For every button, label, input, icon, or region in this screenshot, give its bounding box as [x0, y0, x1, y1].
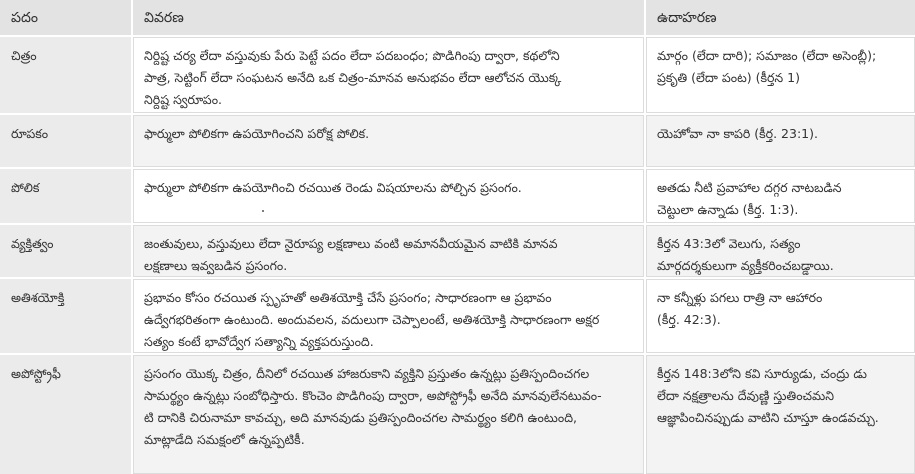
- term-cell: పోలిక: [0, 169, 131, 223]
- description-cell: [133, 115, 644, 167]
- example-line: నా కన్నీళ్లు పగలు రాత్రి నా ఆహారం: [657, 290, 823, 305]
- description-cell: [133, 225, 644, 277]
- example-cell: [646, 115, 915, 167]
- description-line: టి దానికి చిరునామా కావచ్చు, అది మానవుడు ప్రతిస్పందించగల సామర్థ్యం కలిగి ఉంటుంది,: [144, 410, 578, 425]
- example-line: లేదా నక్షత్రాలను దేవుణ్ణి స్తుతించమని: [657, 388, 835, 403]
- description-line: ఫార్ములా పోలికగా ఉపయోగించని పరోక్ష పోలిక.: [144, 126, 370, 141]
- example-line: ఆజ్ఞాపించినప్పుడు వాటిని చూస్తూ ఉండవచ్చు.: [657, 410, 879, 425]
- example-line: చెట్టులా ఉన్నాడు (కీర్త. 1:3).: [657, 202, 799, 217]
- description-cell: [133, 37, 644, 113]
- description-cell: [133, 279, 644, 353]
- term-cell: అతిశయోక్తి: [0, 279, 131, 353]
- example-line: ప్రకృతి (లేదా పంట) (కీర్తన 1): [657, 70, 800, 85]
- example-cell: [646, 169, 915, 223]
- example-line: కీర్తన 43:3లో వెలుగు, సత్యం: [657, 236, 801, 251]
- header-example: ఉదాహరణ: [646, 0, 915, 35]
- example-cell: [646, 279, 915, 353]
- header-description: వివరణ: [133, 0, 644, 35]
- term-cell: వ్యక్తిత్వం: [0, 225, 131, 277]
- description-line: ప్రభావం కోసం రచయిత స్పృహతో అతిశయోక్తి చేసే ప్రసంగం; సాధారణంగా ఆ ప్రభావం: [144, 290, 552, 305]
- example-line: యెహోవా నా కాపరి (కీర్త. 23:1).: [657, 126, 818, 141]
- example-line: మార్గదర్శకులుగా వ్యక్తీకరించబడ్డాయి.: [657, 258, 834, 273]
- example-cell: [646, 225, 915, 277]
- example-cell: [646, 37, 915, 113]
- description-line: పాత్ర, సెట్టింగ్ లేదా సంఘటన అనేది ఒక చిత్రం-మానవ అనుభవం లేదా ఆలోచన యొక్క: [144, 70, 562, 85]
- example-line: మార్గం (లేదా దారి); సమాజం (లేదా అసెంబ్లీ);: [657, 48, 877, 63]
- description-line: సత్యం కంటే భావోద్వేగ సత్యాన్ని వ్యక్తపరుస్తుంది.: [144, 334, 374, 349]
- description-line: నిర్దిష్ట స్వరూపం.: [144, 92, 223, 107]
- description-line: నిర్దిష్ట చర్య లేదా వస్తువుకు పేరు పెట్టే పదం లేదా పదబంధం; పొడిగింపు ద్వారా, కథలోని: [144, 48, 560, 63]
- description-line: జంతువులు, వస్తువులు లేదా నైరూప్య లక్షణాలు వంటి అమానవీయమైన వాటికి మానవ: [144, 236, 558, 251]
- description-line: మాట్లాడేది సమక్షంలో ఉన్నప్పటికీ.: [144, 432, 305, 447]
- description-cell: [133, 355, 644, 474]
- description-line: ఫార్ములా పోలికగా ఉపయోగించి రచయిత రెండు విషయాలను పోల్చిన ప్రసంగం.: [144, 180, 522, 195]
- description-cell: [133, 169, 644, 223]
- description-line: లక్షణాలు ఇవ్వబడిన ప్రసంగం.: [144, 258, 288, 273]
- term-cell: చిత్రం: [0, 37, 131, 113]
- description-line: ప్రసంగం యొక్క చిత్రం, దీనిలో రచయిత హాజరుకాని వ్యక్తిని ప్రస్తుతం ఉన్నట్లు ప్రతిస్పందించగల: [144, 366, 590, 381]
- description-line: ఉద్వేగభరితంగా ఉంటుంది. అందువలన, వదులుగా చెప్పాలంటే, అతిశయోక్తి సాధారణంగా అక్షర: [144, 312, 600, 327]
- example-line: అతడు నీటి ప్రవాహాల దగ్గర నాటబడిన: [657, 180, 842, 195]
- stray-dot: [262, 210, 264, 212]
- example-line: (కీర్త. 42:3).: [657, 312, 721, 327]
- example-line: కీర్తన 148:3లోని కవి సూర్యుడు, చంద్రు డు: [657, 366, 867, 381]
- term-cell: అపోస్ట్రోఫీ: [0, 355, 131, 474]
- example-cell: [646, 355, 915, 474]
- header-term: పదం: [0, 0, 131, 35]
- term-cell: రూపకం: [0, 115, 131, 167]
- description-line: సామర్థ్యం ఉన్నట్లు సంబోధిస్తారు. కొంచెం పొడిగింపు ద్వారా, అపోస్ట్రోఫీ అనేది మానవులేనటువం-: [144, 388, 602, 403]
